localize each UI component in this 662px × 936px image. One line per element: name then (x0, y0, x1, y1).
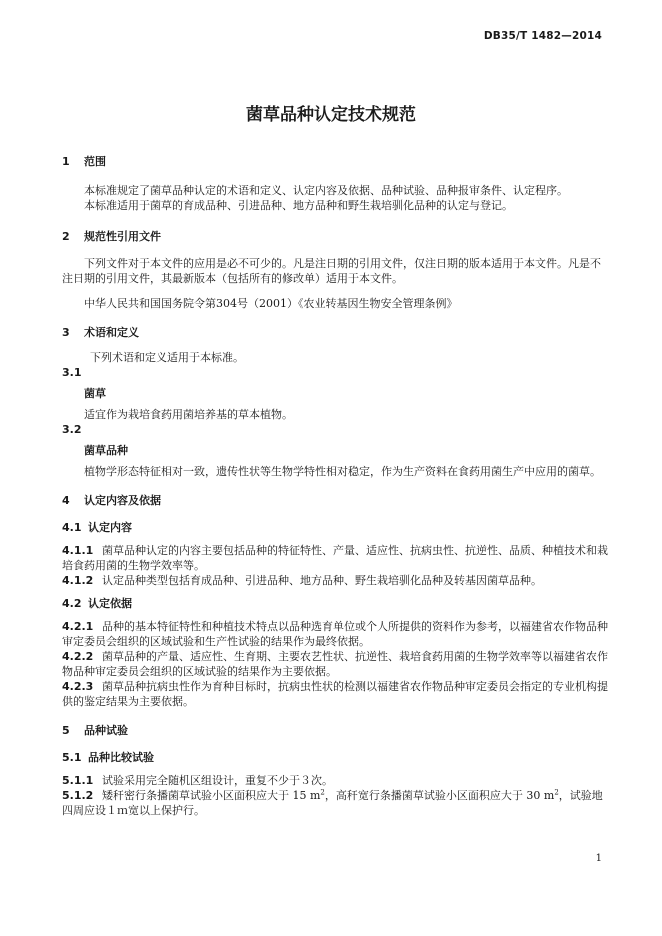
subsection-title: 品种比较试验 (88, 751, 154, 764)
subsection-heading (62, 520, 610, 535)
section-3-heading (62, 325, 610, 340)
section-number: 1 (62, 155, 70, 168)
paragraph: 下列文件对于本文件的应用是必不可少的。凡是注日期的引用文件，仅注日期的版本适用于本文件。凡是不注日期的引用文件，其最新版本（包括所有的修改单）适用于本文件。 (62, 257, 601, 285)
term-number: 3.2 (62, 423, 82, 436)
clause-text: ，高秆宽行条播菌草试验小区面积应大于 30 m (324, 789, 555, 802)
clause-number: 5.1.2 (62, 789, 94, 802)
term: 菌草品种 (84, 444, 128, 457)
superscript: 2 (320, 788, 325, 797)
term-number: 3.1 (62, 366, 82, 379)
clause-number: 4.2.1 (62, 620, 94, 633)
section-title: 范围 (84, 155, 106, 168)
subsection-title: 认定依据 (88, 597, 132, 610)
clause-text: 认定品种类型包括育成品种、引进品种、地方品种、野生栽培驯化品种及转基因菌草品种。 (102, 574, 542, 587)
section-2-heading (62, 229, 610, 244)
clause-text: 试验采用完全随机区组设计，重复不少于３次。 (102, 774, 333, 787)
clause-text: 品种的基本特征特性和种植技术特点以品种选育单位或个人所提供的资料作为参考，以福建省农作物品种审定委员会组织的区域试验和生产性试验的结果作为最终依据。 (62, 620, 608, 648)
subsection-number: 4.2 (62, 597, 82, 610)
section-number: 2 (62, 230, 70, 243)
section-4-heading (62, 493, 610, 508)
section-number: 4 (62, 494, 70, 507)
subsection-number: 5.1 (62, 751, 82, 764)
clause-number: 4.2.3 (62, 680, 94, 693)
section-5-heading (62, 723, 610, 738)
standard-code: DB35/T 1482—2014 (483, 30, 602, 42)
clause-text: 矮秆密行条播菌草试验小区面积应大于 15 m (102, 789, 321, 802)
clause (62, 543, 610, 573)
clause-text: 菌草品种的产量、适应性、生育期、主要农艺性状、抗逆性、栽培食药用菌的生物学效率等以福建省农作物品种审定委员会组织的区域试验的结果作为主要依据。 (62, 650, 608, 678)
section-number: 3 (62, 326, 70, 339)
clause (62, 679, 610, 709)
document-title: 菌草品种认定技术规范 (246, 105, 416, 125)
clause-number: 4.1.1 (62, 544, 94, 557)
section-title: 规范性引用文件 (84, 230, 161, 243)
page-number: 1 (595, 853, 602, 864)
superscript: 2 (554, 788, 559, 797)
clause-number: 4.1.2 (62, 574, 94, 587)
subsection-heading (62, 750, 610, 765)
normative-reference: 中华人民共和国国务院令第304号（2001）《农业转基因生物安全管理条例》 (84, 297, 458, 310)
term-definition: 适宜作为栽培食药用菌培养基的草本植物。 (84, 408, 293, 421)
subsection-title: 认定内容 (88, 521, 132, 534)
section-title: 认定内容及依据 (84, 494, 161, 507)
clause-text: 菌草品种认定的内容主要包括品种的特征特性、产量、适应性、抗病虫性、抗逆性、品质、种植技术和栽培食药用菌的生物学效率等。 (62, 544, 608, 572)
section-title: 品种试验 (84, 724, 128, 737)
clause-number: 5.1.1 (62, 774, 94, 787)
term-definition: 植物学形态特征相对一致，遗传性状等生物学特性相对稳定，作为生产资料在食药用菌生产中应用的菌草。 (84, 465, 601, 478)
paragraph: 本标准规定了菌草品种认定的术语和定义、认定内容及依据、品种试验、品种报审条件、认定程序。 (84, 184, 568, 197)
clause-text: ，试验地四周应设１ｍ宽以上保护行。 (62, 789, 603, 817)
document-body (62, 148, 610, 818)
clause (62, 619, 610, 649)
paragraph: 下列术语和定义适用于本标准。 (90, 351, 244, 364)
clause (62, 649, 610, 679)
section-1-heading (62, 154, 610, 169)
paragraph: 本标准适用于菌草的育成品种、引进品种、地方品种和野生栽培驯化品种的认定与登记。 (84, 199, 513, 212)
clause (62, 773, 610, 788)
section-title: 术语和定义 (84, 326, 139, 339)
subsection-heading (62, 596, 610, 611)
clause-number: 4.2.2 (62, 650, 94, 663)
clause-text: 菌草品种抗病虫性作为育种目标时，抗病虫性状的检测以福建省农作物品种审定委员会指定的专业机构提供的鉴定结果为主要依据。 (62, 680, 608, 708)
subsection-number: 4.1 (62, 521, 82, 534)
clause (62, 788, 610, 818)
clause (62, 573, 610, 588)
section-number: 5 (62, 724, 70, 737)
term: 菌草 (84, 387, 106, 400)
